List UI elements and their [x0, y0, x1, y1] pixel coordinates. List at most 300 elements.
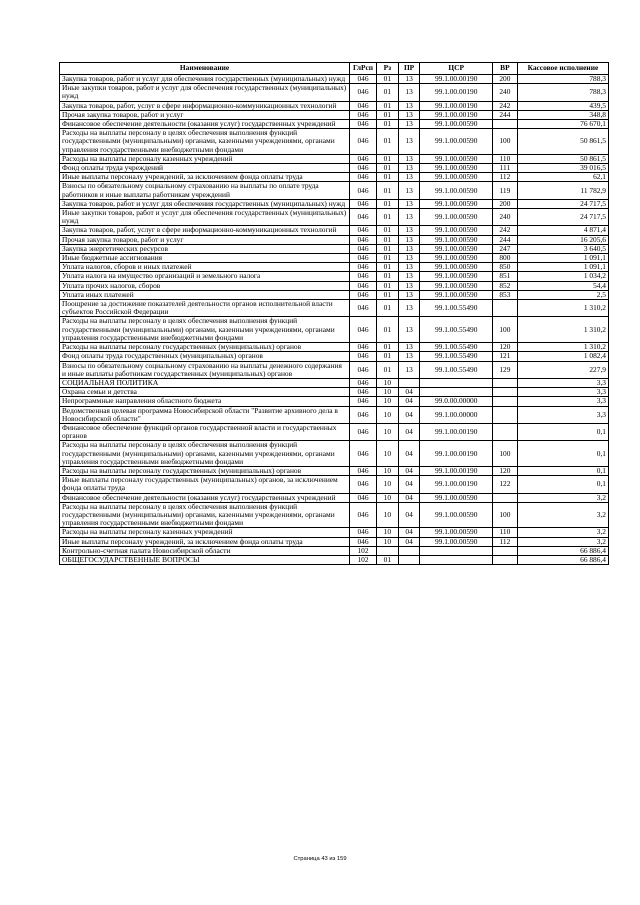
cell-vr: 852: [492, 281, 517, 290]
cell-name: Иные закупки товаров, работ и услуг для обеспечения государственных (муниципальных) нужд: [60, 209, 350, 226]
cell-name: Ведомственная целевая программа Новосибирской области "Развитие архивного дела в Новосибирской области": [60, 406, 350, 423]
cell-grbs: 046: [350, 226, 377, 235]
cell-vr: 119: [492, 182, 517, 199]
cell-rz: 01: [376, 129, 398, 155]
table-row: [60, 537, 609, 546]
cell-exec: 1 034,2: [517, 272, 608, 281]
cell-name: Уплата налогов, сборов и иных платежей: [60, 263, 350, 272]
cell-grbs: 102: [350, 555, 377, 564]
cell-csr: 99.1.00.00190: [420, 423, 493, 440]
table-row: [60, 361, 609, 378]
cell-csr: 99.1.00.00590: [420, 537, 493, 546]
cell-grbs: 046: [350, 272, 377, 281]
page-number: Страница 43 из 159: [293, 856, 347, 862]
cell-exec: 4 871,4: [517, 226, 608, 235]
cell-name: Поощрение за достижение показателей деятельности органов исполнительной власти субъектов Российской Федерации: [60, 300, 350, 317]
cell-name: Расходы на выплаты персоналу государственных (муниципальных) органов: [60, 343, 350, 352]
cell-grbs: 046: [350, 120, 377, 129]
table-row: [60, 272, 609, 281]
cell-pr: 04: [398, 423, 420, 440]
cell-rz: 01: [376, 343, 398, 352]
table-row: [60, 209, 609, 226]
cell-exec: 1 082,4: [517, 352, 608, 361]
cell-rz: 10: [376, 502, 398, 528]
cell-csr: 99.1.00.00590: [420, 120, 493, 129]
cell-name: Непрограммные направления областного бюджета: [60, 397, 350, 406]
cell-vr: [492, 406, 517, 423]
cell-name: Иные выплаты персоналу учреждений, за исключением фонда оплаты труда: [60, 537, 350, 546]
cell-csr: 99.1.00.00590: [420, 235, 493, 244]
cell-rz: 01: [376, 290, 398, 299]
cell-name: Закупка товаров, работ и услуг для обеспечения государственных (муниципальных) нужд: [60, 75, 350, 84]
cell-exec: 788,3: [517, 75, 608, 84]
table-row: [60, 528, 609, 537]
cell-vr: 120: [492, 466, 517, 475]
cell-name: Иные бюджетные ассигнования: [60, 254, 350, 263]
cell-pr: 13: [398, 182, 420, 199]
cell-exec: 62,1: [517, 173, 608, 182]
cell-pr: 13: [398, 164, 420, 173]
cell-grbs: 102: [350, 546, 377, 555]
cell-vr: 853: [492, 290, 517, 299]
cell-name: Финансовое обеспечение деятельности (оказания услуг) государственных учреждений: [60, 493, 350, 502]
cell-rz: 10: [376, 493, 398, 502]
header-pr: ПР: [398, 63, 420, 75]
cell-csr: 99.1.00.00190: [420, 75, 493, 84]
cell-grbs: 046: [350, 406, 377, 423]
cell-name: Закупка товаров, работ, услуг в сфере информационно-коммуникационных технологий: [60, 226, 350, 235]
cell-grbs: 046: [350, 378, 377, 387]
cell-grbs: 046: [350, 352, 377, 361]
cell-vr: [492, 388, 517, 397]
cell-vr: 200: [492, 75, 517, 84]
cell-name: Уплата налога на имущество организаций и земельного налога: [60, 272, 350, 281]
cell-rz: 01: [376, 199, 398, 208]
cell-pr: 13: [398, 235, 420, 244]
cell-grbs: 046: [350, 466, 377, 475]
cell-name: Уплата иных платежей: [60, 290, 350, 299]
cell-csr: 99.1.00.00590: [420, 281, 493, 290]
cell-csr: 99.1.00.00590: [420, 254, 493, 263]
cell-name: ОБЩЕГОСУДАРСТВЕННЫЕ ВОПРОСЫ: [60, 555, 350, 564]
cell-pr: 13: [398, 101, 420, 110]
cell-vr: 850: [492, 263, 517, 272]
cell-exec: 16 205,6: [517, 235, 608, 244]
cell-vr: 100: [492, 317, 517, 343]
cell-pr: 04: [398, 493, 420, 502]
cell-grbs: 046: [350, 110, 377, 119]
cell-vr: 100: [492, 129, 517, 155]
table-row: [60, 378, 609, 387]
cell-rz: 10: [376, 476, 398, 493]
cell-rz: 01: [376, 110, 398, 119]
cell-grbs: 046: [350, 361, 377, 378]
cell-vr: 244: [492, 110, 517, 119]
cell-csr: 99.1.00.00590: [420, 528, 493, 537]
cell-pr: 13: [398, 209, 420, 226]
cell-pr: 13: [398, 300, 420, 317]
cell-grbs: 046: [350, 182, 377, 199]
cell-rz: 01: [376, 317, 398, 343]
cell-vr: 100: [492, 502, 517, 528]
cell-vr: 121: [492, 352, 517, 361]
cell-exec: 54,4: [517, 281, 608, 290]
cell-grbs: 046: [350, 502, 377, 528]
cell-grbs: 046: [350, 101, 377, 110]
cell-exec: 66 886,4: [517, 546, 608, 555]
cell-csr: 99.1.00.00590: [420, 154, 493, 163]
cell-pr: 13: [398, 254, 420, 263]
cell-vr: [492, 300, 517, 317]
cell-pr: 04: [398, 397, 420, 406]
cell-csr: 99.1.00.00590: [420, 272, 493, 281]
cell-grbs: 046: [350, 343, 377, 352]
cell-vr: 122: [492, 476, 517, 493]
cell-pr: 04: [398, 537, 420, 546]
cell-rz: 01: [376, 182, 398, 199]
table-row: [60, 397, 609, 406]
cell-vr: 242: [492, 226, 517, 235]
cell-csr: 99.1.00.00000: [420, 406, 493, 423]
cell-pr: [398, 555, 420, 564]
cell-grbs: 046: [350, 537, 377, 546]
cell-rz: 01: [376, 226, 398, 235]
cell-pr: 13: [398, 110, 420, 119]
cell-rz: 01: [376, 173, 398, 182]
cell-rz: 10: [376, 388, 398, 397]
cell-rz: 10: [376, 397, 398, 406]
table-row: [60, 555, 609, 564]
cell-vr: [492, 493, 517, 502]
cell-vr: 800: [492, 254, 517, 263]
cell-exec: 1 091,1: [517, 254, 608, 263]
header-csr: ЦСР: [420, 63, 493, 75]
cell-rz: 01: [376, 361, 398, 378]
cell-rz: 01: [376, 281, 398, 290]
cell-pr: 13: [398, 75, 420, 84]
cell-csr: 99.0.00.00000: [420, 397, 493, 406]
cell-grbs: 046: [350, 199, 377, 208]
cell-rz: 01: [376, 244, 398, 253]
header-grbs: ГлРсп: [350, 63, 377, 75]
table-row: [60, 226, 609, 235]
cell-rz: 10: [376, 528, 398, 537]
cell-vr: 851: [492, 272, 517, 281]
cell-rz: 01: [376, 101, 398, 110]
cell-name: Расходы на выплаты персоналу казенных учреждений: [60, 154, 350, 163]
table-row: [60, 476, 609, 493]
cell-exec: 1 310,2: [517, 343, 608, 352]
cell-grbs: 046: [350, 300, 377, 317]
table-row: [60, 493, 609, 502]
cell-exec: 50 861,5: [517, 154, 608, 163]
cell-grbs: 046: [350, 290, 377, 299]
cell-rz: 10: [376, 378, 398, 387]
cell-csr: 99.1.00.00590: [420, 129, 493, 155]
header-name: Наименование: [60, 63, 350, 75]
cell-name: Прочая закупка товаров, работ и услуг: [60, 235, 350, 244]
cell-name: Иные закупки товаров, работ и услуг для обеспечения государственных (муниципальных) нужд: [60, 84, 350, 101]
cell-name: Финансовое обеспечение деятельности (оказания услуг) государственных учреждений: [60, 120, 350, 129]
cell-name: Расходы на выплаты персоналу государственных (муниципальных) органов: [60, 466, 350, 475]
cell-pr: 04: [398, 406, 420, 423]
cell-name: СОЦИАЛЬНАЯ ПОЛИТИКА: [60, 378, 350, 387]
cell-exec: 348,8: [517, 110, 608, 119]
cell-name: Финансовое обеспечение функций органов государственной власти и государственных органов: [60, 423, 350, 440]
cell-name: Закупка товаров, работ, услуг в сфере информационно-коммуникационных технологий: [60, 101, 350, 110]
cell-rz: 01: [376, 352, 398, 361]
cell-csr: 99.1.00.00190: [420, 84, 493, 101]
cell-grbs: 046: [350, 388, 377, 397]
table-row: [60, 317, 609, 343]
cell-grbs: 046: [350, 75, 377, 84]
cell-exec: 3,3: [517, 397, 608, 406]
cell-rz: 10: [376, 441, 398, 467]
cell-csr: [420, 378, 493, 387]
cell-grbs: 046: [350, 281, 377, 290]
cell-exec: 3,2: [517, 537, 608, 546]
cell-name: Контрольно-счетная палата Новосибирской области: [60, 546, 350, 555]
cell-rz: 01: [376, 75, 398, 84]
cell-grbs: 046: [350, 154, 377, 163]
cell-exec: 24 717,5: [517, 199, 608, 208]
table-row: [60, 84, 609, 101]
cell-csr: 99.1.00.00590: [420, 290, 493, 299]
cell-exec: 0,1: [517, 466, 608, 475]
cell-exec: 3,3: [517, 378, 608, 387]
cell-exec: 3,3: [517, 388, 608, 397]
cell-vr: 100: [492, 441, 517, 467]
cell-rz: 10: [376, 423, 398, 440]
table-row: [60, 441, 609, 467]
cell-vr: [492, 120, 517, 129]
cell-exec: 39 016,5: [517, 164, 608, 173]
cell-name: Прочая закупка товаров, работ и услуг: [60, 110, 350, 119]
cell-name: Закупка энергетических ресурсов: [60, 244, 350, 253]
table-row: [60, 182, 609, 199]
cell-name: Фонд оплаты труда учреждений: [60, 164, 350, 173]
cell-grbs: 046: [350, 235, 377, 244]
cell-name: Взносы по обязательному социальному страхованию на выплаты денежного содержания и иные выплаты работникам государственных (муниципальных) органов: [60, 361, 350, 378]
cell-vr: 110: [492, 154, 517, 163]
cell-pr: 13: [398, 343, 420, 352]
cell-csr: 99.1.00.00590: [420, 226, 493, 235]
cell-exec: 439,5: [517, 101, 608, 110]
cell-exec: 24 717,5: [517, 209, 608, 226]
cell-exec: 0,1: [517, 423, 608, 440]
cell-vr: 242: [492, 101, 517, 110]
cell-name: Фонд оплаты труда государственных (муниципальных) органов: [60, 352, 350, 361]
budget-table: [59, 62, 609, 565]
table-row: [60, 129, 609, 155]
cell-csr: 99.1.00.00190: [420, 110, 493, 119]
cell-pr: 13: [398, 361, 420, 378]
cell-csr: 99.1.00.55490: [420, 352, 493, 361]
table-row: [60, 423, 609, 440]
cell-exec: 50 861,5: [517, 129, 608, 155]
cell-grbs: 046: [350, 441, 377, 467]
cell-csr: 99.1.00.00590: [420, 199, 493, 208]
cell-pr: 13: [398, 263, 420, 272]
table-row: [60, 352, 609, 361]
cell-grbs: 046: [350, 173, 377, 182]
cell-pr: 04: [398, 528, 420, 537]
cell-rz: 10: [376, 406, 398, 423]
cell-pr: 04: [398, 388, 420, 397]
cell-vr: 240: [492, 84, 517, 101]
table-body: [60, 75, 609, 565]
cell-rz: 01: [376, 254, 398, 263]
table-row: [60, 300, 609, 317]
cell-pr: 04: [398, 466, 420, 475]
cell-csr: [420, 546, 493, 555]
cell-pr: 13: [398, 352, 420, 361]
cell-exec: 3,2: [517, 502, 608, 528]
cell-vr: 110: [492, 528, 517, 537]
cell-pr: 13: [398, 173, 420, 182]
cell-pr: 13: [398, 84, 420, 101]
cell-exec: 227,9: [517, 361, 608, 378]
cell-exec: 3,2: [517, 493, 608, 502]
cell-rz: 01: [376, 263, 398, 272]
cell-csr: [420, 555, 493, 564]
cell-pr: 13: [398, 226, 420, 235]
cell-vr: 247: [492, 244, 517, 253]
cell-rz: 10: [376, 466, 398, 475]
cell-pr: 13: [398, 129, 420, 155]
cell-pr: [398, 546, 420, 555]
cell-vr: [492, 378, 517, 387]
table-row: [60, 235, 609, 244]
cell-grbs: 046: [350, 164, 377, 173]
cell-vr: 112: [492, 173, 517, 182]
cell-name: Расходы на выплаты персоналу казенных учреждений: [60, 528, 350, 537]
cell-pr: 13: [398, 290, 420, 299]
cell-csr: 99.1.00.00590: [420, 263, 493, 272]
cell-csr: 99.1.00.55490: [420, 300, 493, 317]
cell-rz: 01: [376, 84, 398, 101]
cell-exec: 0,1: [517, 476, 608, 493]
cell-vr: 200: [492, 199, 517, 208]
cell-exec: 1 310,2: [517, 317, 608, 343]
cell-name: Расходы на выплаты персоналу в целях обеспечения выполнения функций государственными (муниципальными) органами, казенными учреждениями, органами управления государственными внебюджетными фондами: [60, 129, 350, 155]
cell-pr: 13: [398, 154, 420, 163]
cell-grbs: 046: [350, 493, 377, 502]
cell-vr: 111: [492, 164, 517, 173]
table-header-row: [60, 63, 609, 75]
cell-rz: 01: [376, 555, 398, 564]
cell-csr: 99.1.00.00590: [420, 493, 493, 502]
cell-vr: 240: [492, 209, 517, 226]
cell-grbs: 046: [350, 528, 377, 537]
table-row: [60, 406, 609, 423]
cell-vr: [492, 555, 517, 564]
cell-grbs: 046: [350, 397, 377, 406]
cell-csr: 99.1.00.00190: [420, 476, 493, 493]
cell-exec: 2,5: [517, 290, 608, 299]
cell-rz: 01: [376, 164, 398, 173]
cell-csr: 99.1.00.55490: [420, 343, 493, 352]
cell-pr: 04: [398, 441, 420, 467]
cell-name: Взносы по обязательному социальному страхованию на выплаты по оплате труда работников и иные выплаты работникам учреждений: [60, 182, 350, 199]
cell-csr: 99.1.00.00190: [420, 441, 493, 467]
cell-exec: 3,3: [517, 406, 608, 423]
header-vr: ВР: [492, 63, 517, 75]
cell-exec: 3,2: [517, 528, 608, 537]
table-row: [60, 281, 609, 290]
cell-exec: 0,1: [517, 441, 608, 467]
cell-csr: 99.1.00.00190: [420, 101, 493, 110]
cell-rz: 01: [376, 300, 398, 317]
cell-grbs: 046: [350, 423, 377, 440]
table-row: [60, 101, 609, 110]
cell-name: Охрана семьи и детства: [60, 388, 350, 397]
header-rz: Рз: [376, 63, 398, 75]
cell-pr: 13: [398, 281, 420, 290]
cell-vr: 244: [492, 235, 517, 244]
cell-exec: 11 782,9: [517, 182, 608, 199]
table-row: [60, 502, 609, 528]
cell-grbs: 046: [350, 209, 377, 226]
cell-exec: 3 640,5: [517, 244, 608, 253]
cell-name: Расходы на выплаты персоналу в целях обеспечения выполнения функций государственными (муниципальными) органами, казенными учреждениями, органами управления государственными внебюджетными фондами: [60, 441, 350, 467]
cell-csr: 99.1.00.55490: [420, 317, 493, 343]
cell-grbs: 046: [350, 84, 377, 101]
cell-rz: 01: [376, 235, 398, 244]
cell-pr: 13: [398, 120, 420, 129]
cell-grbs: 046: [350, 317, 377, 343]
cell-pr: 13: [398, 317, 420, 343]
cell-vr: [492, 546, 517, 555]
cell-exec: 1 310,2: [517, 300, 608, 317]
cell-csr: 99.1.00.55490: [420, 361, 493, 378]
cell-vr: [492, 397, 517, 406]
cell-grbs: 046: [350, 129, 377, 155]
cell-pr: 04: [398, 476, 420, 493]
cell-pr: 04: [398, 502, 420, 528]
cell-pr: 13: [398, 272, 420, 281]
cell-rz: 01: [376, 272, 398, 281]
cell-vr: 112: [492, 537, 517, 546]
cell-exec: 76 670,1: [517, 120, 608, 129]
cell-name: Расходы на выплаты персоналу в целях обеспечения выполнения функций государственными (муниципальными) органами, казенными учреждениями, органами управления государственными внебюджетными фондами: [60, 317, 350, 343]
cell-rz: 01: [376, 120, 398, 129]
cell-csr: 99.1.00.00590: [420, 244, 493, 253]
cell-vr: 129: [492, 361, 517, 378]
cell-pr: 13: [398, 199, 420, 208]
cell-rz: 10: [376, 537, 398, 546]
cell-grbs: 046: [350, 244, 377, 253]
cell-csr: 99.1.00.00590: [420, 182, 493, 199]
cell-rz: 01: [376, 154, 398, 163]
cell-pr: 13: [398, 244, 420, 253]
cell-exec: 1 091,1: [517, 263, 608, 272]
cell-vr: [492, 423, 517, 440]
cell-name: Закупка товаров, работ и услуг для обеспечения государственных (муниципальных) нужд: [60, 199, 350, 208]
cell-vr: 120: [492, 343, 517, 352]
cell-csr: 99.1.00.00590: [420, 173, 493, 182]
cell-name: Иные выплаты персоналу государственных (муниципальных) органов, за исключением фонда оплаты труда: [60, 476, 350, 493]
cell-grbs: 046: [350, 476, 377, 493]
cell-csr: 99.1.00.00190: [420, 466, 493, 475]
cell-exec: 788,3: [517, 84, 608, 101]
cell-rz: 01: [376, 209, 398, 226]
cell-csr: 99.1.00.00590: [420, 502, 493, 528]
cell-grbs: 046: [350, 254, 377, 263]
cell-name: Уплата прочих налогов, сборов: [60, 281, 350, 290]
cell-grbs: 046: [350, 263, 377, 272]
cell-csr: 99.1.00.00590: [420, 209, 493, 226]
